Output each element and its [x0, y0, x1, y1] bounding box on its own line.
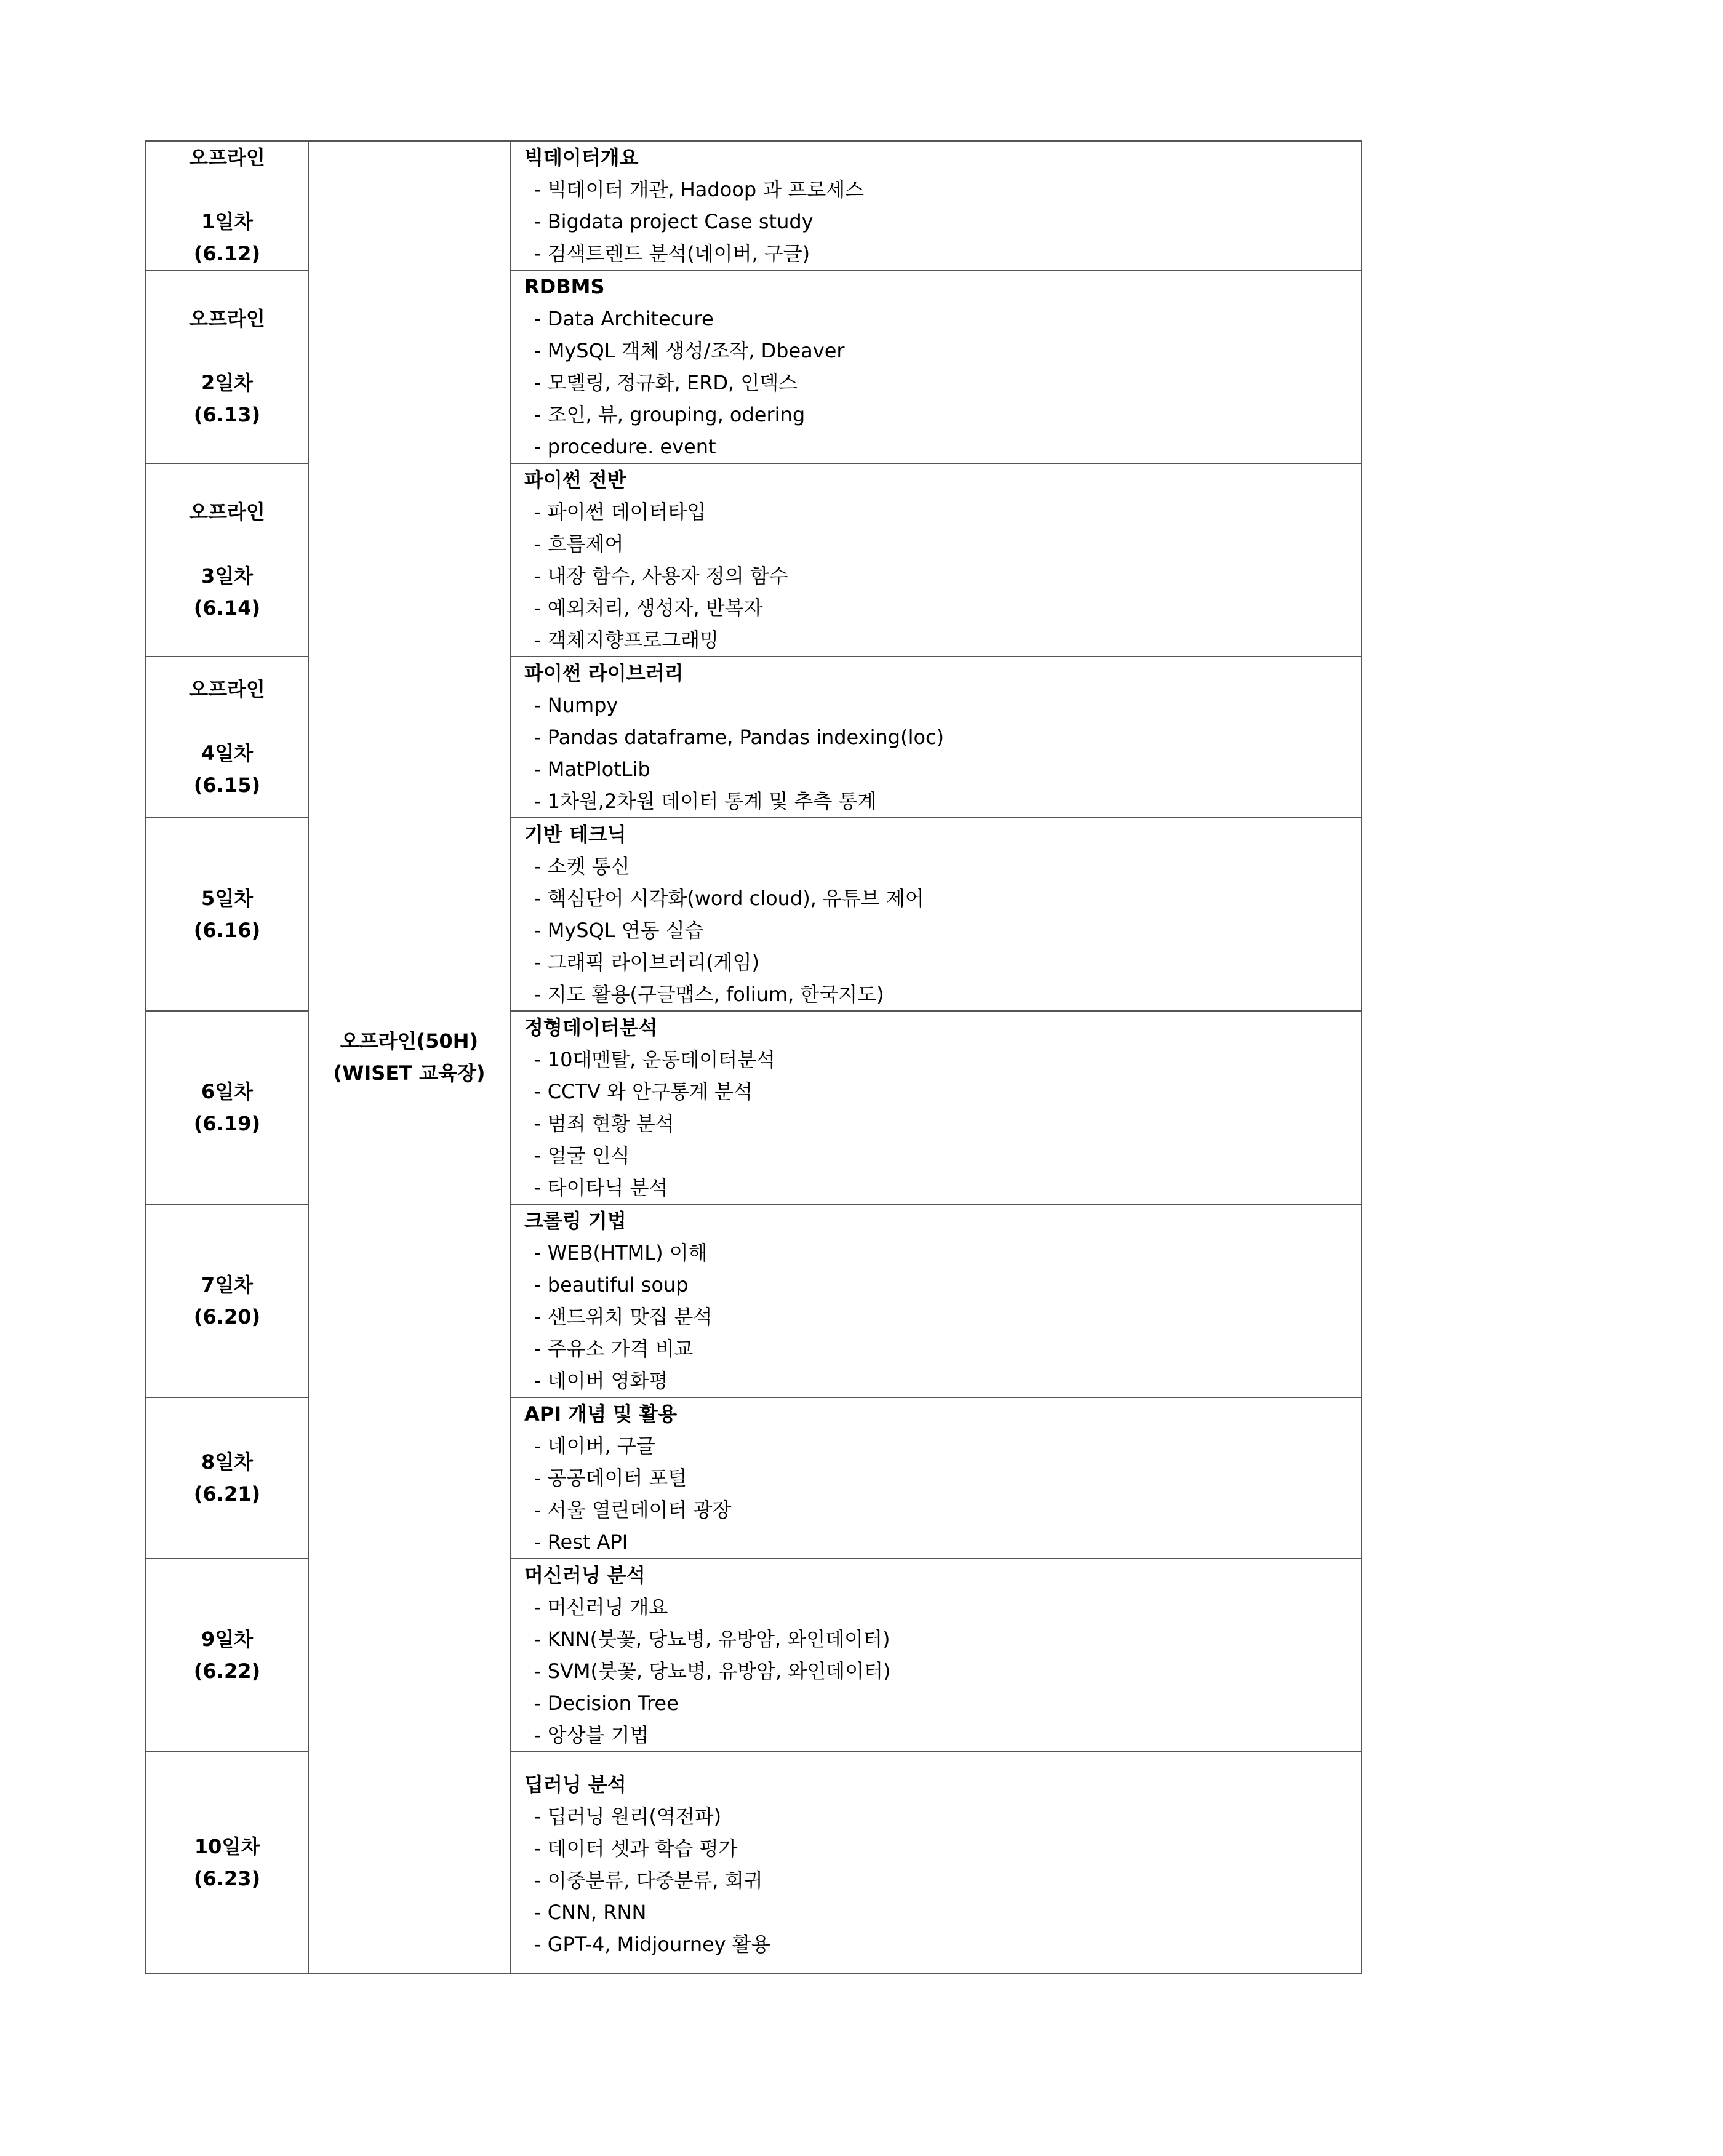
topic-item: - 내장 함수, 사용자 정의 함수: [524, 560, 1361, 592]
content-cell: [510, 270, 1362, 463]
topic-item: - 이중분류, 다중분류, 회귀: [524, 1864, 1361, 1896]
day-label-line: 7일차: [201, 1273, 254, 1296]
content-cell: [510, 657, 1362, 818]
topic-item: - 파이썬 데이터타입: [524, 496, 1361, 528]
topic-list: [524, 1430, 1361, 1558]
day-cell: [146, 1752, 308, 1973]
schedule-row: [146, 141, 1362, 270]
topic-item: - MySQL 연동 실습: [524, 914, 1361, 946]
topic-item: - Pandas dataframe, Pandas indexing(loc): [524, 721, 1361, 753]
module-title: 머신러닝 분석: [524, 1563, 646, 1587]
topic-item: - 데이터 셋과 학습 평가: [524, 1832, 1361, 1864]
topic-item: - MatPlotLib: [524, 753, 1361, 785]
module-title: 파이썬 라이브러리: [524, 661, 684, 685]
topic-list: [524, 496, 1361, 656]
day-label-line: (6.15): [193, 773, 261, 797]
content-cell: [510, 141, 1362, 270]
day-label-line: [146, 528, 308, 560]
day-label-line: 1일차: [201, 210, 254, 233]
topic-item: - 서울 열린데이터 광장: [524, 1494, 1361, 1526]
delivery-mode-label: (WISET 교육장): [333, 1061, 486, 1085]
topic-item: - Decision Tree: [524, 1687, 1361, 1719]
day-label-line: 오프라인: [189, 146, 265, 169]
topic-item: - 10대멘탈, 운동데이터분석: [524, 1044, 1361, 1076]
topic-item: - 그래픽 라이브러리(게임): [524, 946, 1361, 978]
topic-list: [524, 1237, 1361, 1397]
topic-item: - 객체지향프로그래밍: [524, 624, 1361, 656]
topic-item: - 검색트렌드 분석(네이버, 구글): [524, 238, 1361, 270]
day-cell: [146, 657, 308, 818]
day-label-line: (6.19): [193, 1112, 261, 1135]
day-cell: [146, 463, 308, 657]
topic-item: - 빅데이터 개관, Hadoop 과 프로세스: [524, 174, 1361, 206]
day-cell: [146, 1397, 308, 1559]
topic-item: - Data Architecure: [524, 303, 1361, 335]
day-label-line: (6.12): [193, 242, 261, 265]
module-title: 딥러닝 분석: [524, 1773, 626, 1796]
topic-item: - 딥러닝 원리(역전파): [524, 1800, 1361, 1832]
module-title: 파이썬 전반: [524, 468, 626, 492]
day-label-line: 9일차: [201, 1627, 254, 1651]
day-label-line: 3일차: [201, 564, 254, 588]
topic-item: - 공공데이터 포털: [524, 1462, 1361, 1494]
day-label-line: 2일차: [201, 371, 254, 394]
day-label-line: [146, 705, 308, 737]
topic-item: - 네이버 영화평: [524, 1365, 1361, 1397]
topic-list: [524, 850, 1361, 1010]
topic-item: - GPT-4, Midjourney 활용: [524, 1928, 1361, 1960]
day-label-line: 오프라인: [189, 500, 265, 524]
day-label-line: 6일차: [201, 1080, 254, 1103]
module-title: 정형데이터분석: [524, 1016, 658, 1039]
topic-item: - 머신러닝 개요: [524, 1591, 1361, 1623]
content-cell: [510, 1559, 1362, 1752]
topic-item: - 흐름제어: [524, 528, 1361, 560]
day-label-line: (6.14): [193, 596, 261, 620]
topic-list: [524, 303, 1361, 463]
day-label-line: (6.22): [193, 1659, 261, 1683]
topic-item: - MySQL 객체 생성/조작, Dbeaver: [524, 335, 1361, 367]
topic-item: - 핵심단어 시각화(word cloud), 유튜브 제어: [524, 882, 1361, 914]
day-cell: [146, 141, 308, 270]
module-title: RDBMS: [524, 275, 605, 298]
day-cell: [146, 1011, 308, 1204]
topic-list: [524, 174, 1361, 270]
day-label-line: [146, 335, 308, 367]
topic-item: - 타이타닉 분석: [524, 1172, 1361, 1204]
day-label-line: 8일차: [201, 1450, 254, 1474]
day-label-line: 5일차: [201, 887, 254, 910]
topic-item: - 지도 활용(구글맵스, folium, 한국지도): [524, 978, 1361, 1010]
day-label-line: 오프라인: [189, 677, 265, 701]
day-label-line: 4일차: [201, 741, 254, 765]
content-cell: [510, 1204, 1362, 1397]
day-cell: [146, 270, 308, 463]
schedule-table: [145, 140, 1362, 1974]
day-label-line: 10일차: [194, 1835, 260, 1858]
content-cell: [510, 1752, 1362, 1973]
topic-item: - KNN(붓꽃, 당뇨병, 유방암, 와인데이터): [524, 1623, 1361, 1655]
topic-item: - 앙상블 기법: [524, 1719, 1361, 1751]
schedule-body: [146, 141, 1362, 1973]
day-label-line: (6.23): [193, 1867, 261, 1890]
module-title: 크롤링 기법: [524, 1209, 626, 1232]
day-label-line: (6.16): [193, 919, 261, 942]
topic-item: - 범죄 현황 분석: [524, 1108, 1361, 1140]
day-cell: [146, 1204, 308, 1397]
topic-item: - 소켓 통신: [524, 850, 1361, 882]
topic-item: - 예외처리, 생성자, 반복자: [524, 592, 1361, 624]
day-cell: [146, 1559, 308, 1752]
day-label-line: (6.20): [193, 1305, 261, 1328]
topic-item: - CNN, RNN: [524, 1896, 1361, 1928]
content-cell: [510, 1011, 1362, 1204]
module-title: 기반 테크닉: [524, 823, 626, 846]
topic-item: - 네이버, 구글: [524, 1430, 1361, 1462]
topic-list: [524, 1044, 1361, 1204]
content-cell: [510, 1397, 1362, 1559]
day-label-line: (6.13): [193, 403, 261, 426]
topic-item: - 얼굴 인식: [524, 1140, 1361, 1172]
topic-item: - 1차원,2차원 데이터 통계 및 추측 통계: [524, 785, 1361, 817]
topic-item: - 샌드위치 맛집 분석: [524, 1301, 1361, 1333]
topic-item: - Numpy: [524, 689, 1361, 721]
delivery-mode-label: 오프라인(50H): [340, 1029, 479, 1053]
topic-list: [524, 1800, 1361, 1960]
module-title: 빅데이터개요: [524, 146, 639, 169]
topic-item: - WEB(HTML) 이해: [524, 1237, 1361, 1269]
topic-list: [524, 1591, 1361, 1751]
topic-list: [524, 689, 1361, 817]
module-title: API 개념 및 활용: [524, 1402, 678, 1426]
topic-item: - procedure. event: [524, 431, 1361, 463]
topic-item: - 주유소 가격 비교: [524, 1333, 1361, 1365]
topic-item: - SVM(붓꽃, 당뇨병, 유방암, 와인데이터): [524, 1655, 1361, 1687]
topic-item: - 조인, 뷰, grouping, odering: [524, 399, 1361, 431]
topic-item: - 모델링, 정규화, ERD, 인덱스: [524, 367, 1361, 399]
topic-item: - CCTV 와 안구통계 분석: [524, 1076, 1361, 1108]
day-label-line: 오프라인: [189, 307, 265, 330]
content-cell: [510, 818, 1362, 1011]
day-cell: [146, 818, 308, 1011]
topic-item: - beautiful soup: [524, 1269, 1361, 1301]
day-label-line: (6.21): [193, 1482, 261, 1506]
content-cell: [510, 463, 1362, 657]
topic-item: - Rest API: [524, 1526, 1361, 1558]
topic-item: - Bigdata project Case study: [524, 206, 1361, 238]
day-label-line: [146, 174, 308, 206]
delivery-mode-cell: [308, 141, 510, 1973]
